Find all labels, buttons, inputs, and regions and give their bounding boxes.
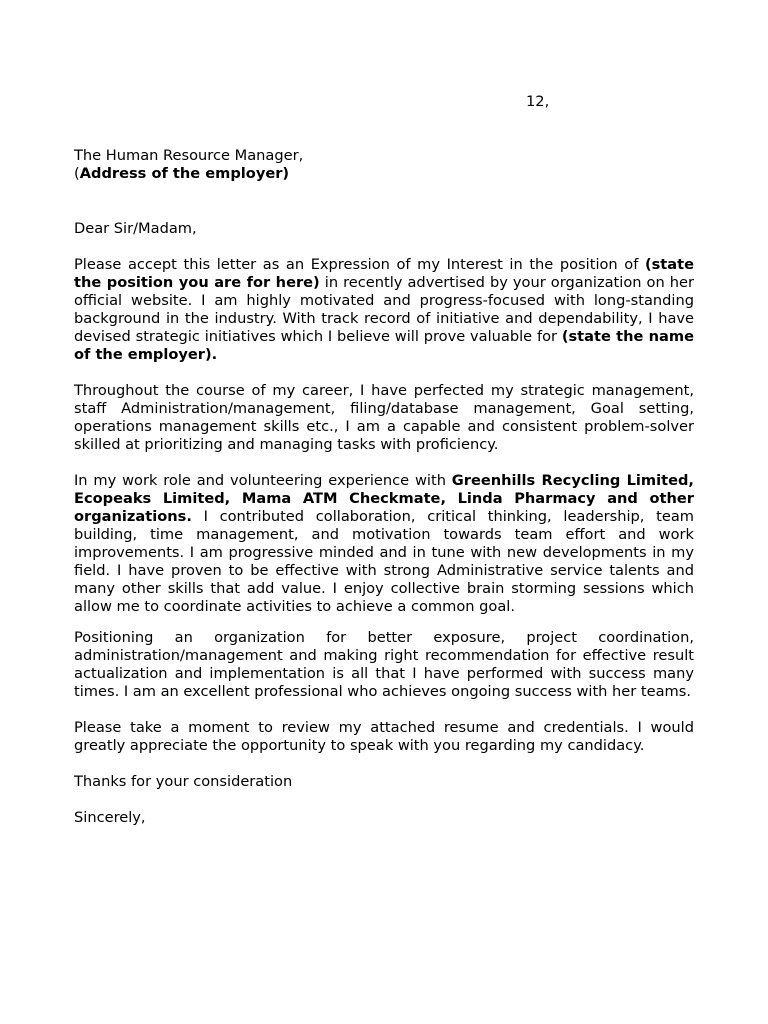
thanks-line: Thanks for your consideration — [74, 773, 293, 790]
paragraph-experience-text-1: In my work role and volunteering experience with — [74, 472, 452, 489]
position-placeholder: (state the position you are for here) — [74, 256, 694, 291]
recipient-address-placeholder: Address of the employer) — [79, 165, 290, 182]
closing-line: Sincerely, — [74, 809, 146, 826]
recipient-title: The Human Resource Manager, — [74, 147, 304, 164]
paragraph-career: Throughout the course of my career, I have perfected my strategic management, staff Administration/management, filing/database management, Goal setting, operations management skills etc., I am a capable and consistent problem-solver skilled at prioritizing and managing tasks with proficiency. — [74, 382, 694, 453]
employer-name-placeholder: (state the name of the employer). — [74, 328, 694, 363]
paragraph-review: Please take a moment to review my attached resume and credentials. I would greatly appreciate the opportunity to speak with you regarding my candidacy. — [74, 719, 694, 754]
paragraph-experience-text-2: I contributed collaboration, critical thinking, leadership, team building, time management, and motivation towards team effort and work improvements. I am progressive minded and in tune with new developments in my field. I have proven to be effective with strong Administrative service talents and many other skills that add value. I enjoy collective brain storming sessions which allow me to coordinate activities to achieve a common goal. — [74, 508, 694, 615]
letter-date: 12, — [526, 93, 550, 110]
paragraph-interest — [74, 256, 694, 364]
salutation: Dear Sir/Madam, — [74, 220, 197, 237]
letter-body — [74, 220, 694, 827]
paragraph-interest-text-1: Please accept this letter as an Expression of my Interest in the position of — [74, 256, 645, 273]
recipient-address-paren: ( — [74, 165, 80, 182]
paragraph-positioning: Positioning an organization for better exposure, project coordination, administration/management and making right recommendation for effective result actualization and implementation is all that I have performed with success many times. I am an excellent professional who achieves ongoing success with her teams. — [74, 629, 694, 700]
organizations-list: Greenhills Recycling Limited, Ecopeaks Limited, Mama ATM Checkmate, Linda Pharmacy and other organizations. — [74, 472, 694, 525]
paragraph-experience — [74, 472, 694, 616]
paragraph-interest-text-2: in recently advertised by your organization on her official website. I am highly motivated and progress-focused with long-standing background in the industry. With track record of initiative and dependability, I have devised strategic initiatives which I believe will prove valuable for — [74, 274, 694, 345]
recipient-address — [74, 165, 694, 183]
recipient-block — [74, 147, 694, 183]
